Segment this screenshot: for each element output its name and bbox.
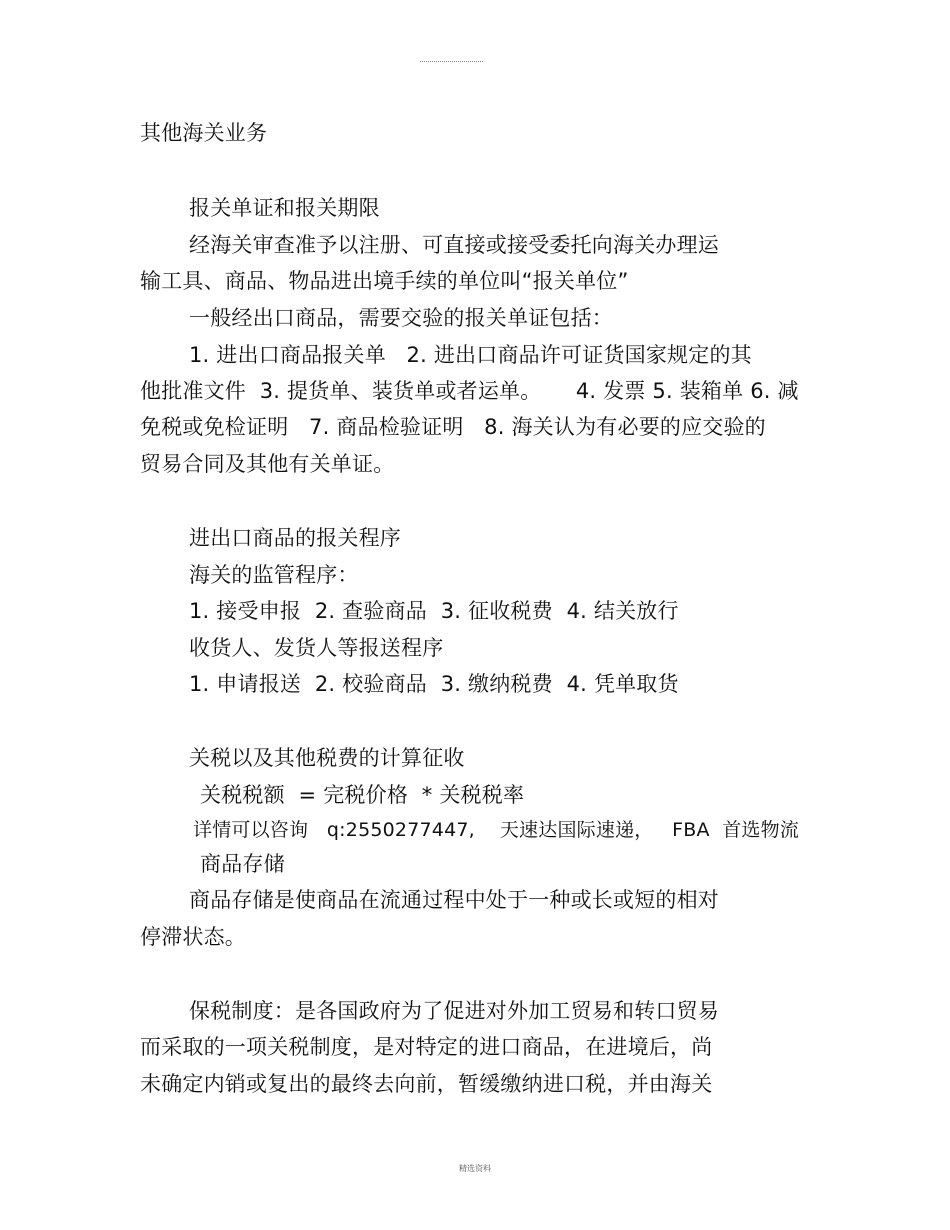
contact-note: 详情可以咨询 q:2550277447, 天速达国际速递， FBA 首选物流 xyxy=(193,819,800,841)
paragraph-line: 免税或免检证明 7. 商品检验证明 8. 海关认为有必要的应交验的 xyxy=(140,415,766,439)
header-divider xyxy=(420,61,483,62)
paragraph-line: 他批准文件 3. 提货单、装货单或者运单。 4. 发票 5. 装箱单 6. 减 xyxy=(140,379,799,403)
section-title-declaration-procedure: 进出口商品的报关程序 xyxy=(189,526,401,550)
page-footer: 精选资料 xyxy=(459,1164,491,1173)
section-title-tariff-calculation: 关税以及其他税费的计算征收 xyxy=(189,746,465,770)
paragraph-line: 输工具、商品、物品进出境手续的单位叫“报关单位” xyxy=(140,269,629,293)
paragraph-line: 商品存储是使商品在流通过程中处于一种或长或短的相对 xyxy=(189,888,719,912)
paragraph-line: 停滞状态。 xyxy=(140,925,246,949)
paragraph-line: 收货人、发货人等报送程序 xyxy=(189,636,444,660)
page-heading: 其他海关业务 xyxy=(140,121,268,145)
section-title-storage: 商品存储 xyxy=(200,852,285,876)
paragraph-line: 一般经出口商品，需要交验的报关单证包括： xyxy=(189,306,613,330)
section-title-declaration-documents: 报关单证和报关期限 xyxy=(189,196,380,220)
paragraph-line: 保税制度：是各国政府为了促进对外加工贸易和转口贸易 xyxy=(189,999,719,1023)
paragraph-line: 而采取的一项关税制度，是对特定的进口商品，在进境后，尚 xyxy=(140,1035,713,1059)
paragraph-line: 经海关审查准予以注册、可直接或接受委托向海关办理运 xyxy=(189,233,719,257)
tariff-formula: 关税税额 = 完税价格 * 关税税率 xyxy=(200,783,525,807)
paragraph-line: 1. 进出口商品报关单 2. 进出口商品许可证货国家规定的其 xyxy=(189,343,752,367)
paragraph-line: 1. 申请报送 2. 校验商品 3. 缴纳税费 4. 凭单取货 xyxy=(189,672,679,696)
paragraph-line: 贸易合同及其他有关单证。 xyxy=(140,452,395,476)
paragraph-line: 1. 接受申报 2. 查验商品 3. 征收税费 4. 结关放行 xyxy=(189,599,679,623)
paragraph-line: 未确定内销或复出的最终去向前，暂缓缴纳进口税，并由海关 xyxy=(140,1072,713,1096)
paragraph-line: 海关的监管程序： xyxy=(189,563,359,587)
